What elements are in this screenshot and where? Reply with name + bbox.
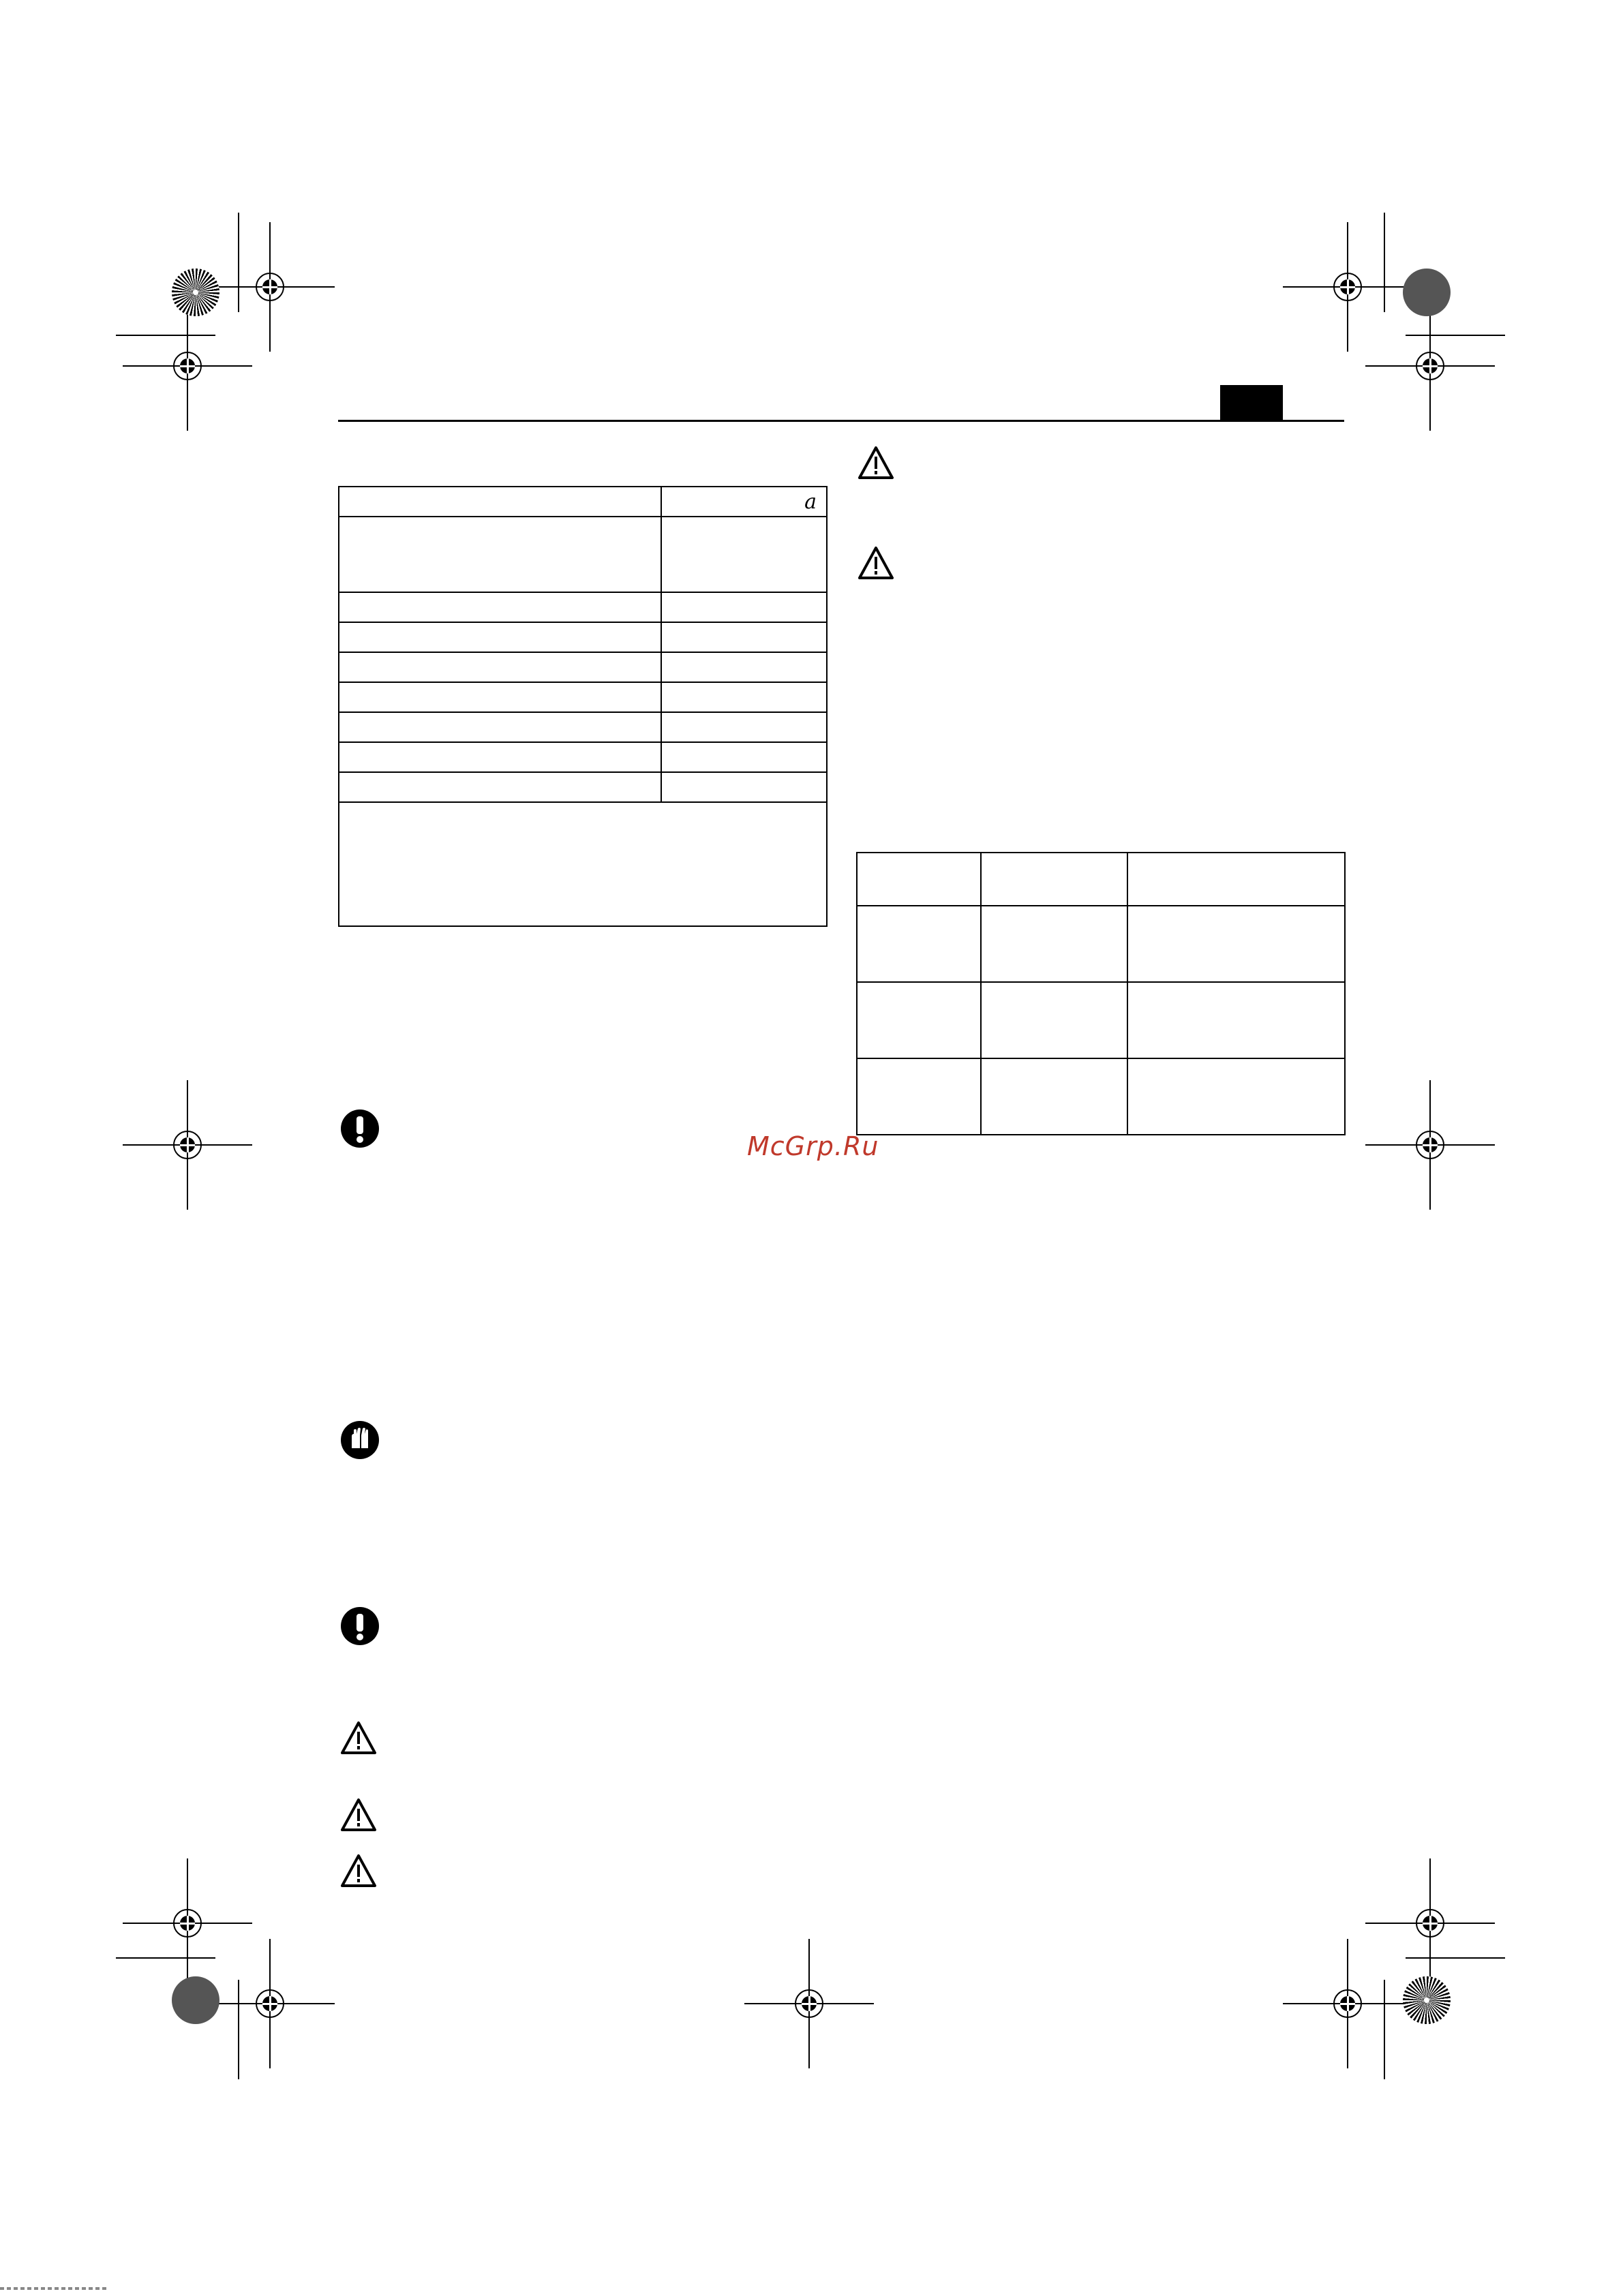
spec-value	[661, 622, 827, 652]
right-table	[856, 852, 1346, 1135]
trim-mark	[1406, 335, 1505, 336]
spec-label	[339, 682, 661, 712]
trim-mark	[238, 1980, 239, 2079]
trim-mark	[1384, 1980, 1385, 2079]
warning-triangle-icon	[340, 1721, 377, 1755]
spec-value	[661, 592, 827, 622]
right-table-cell	[981, 1058, 1127, 1135]
header-rule	[338, 420, 1344, 422]
spec-label	[339, 712, 661, 742]
spec-label	[339, 742, 661, 772]
right-table-cell	[1127, 1058, 1345, 1135]
exclamation-circle-icon	[340, 1109, 380, 1148]
starburst-target	[172, 269, 219, 316]
spec-value	[661, 517, 827, 592]
spec-value	[661, 772, 827, 802]
trim-mark	[116, 335, 215, 336]
right-table-cell	[981, 982, 1127, 1058]
right-table-header-cell	[981, 853, 1127, 906]
trim-mark	[238, 213, 239, 312]
right-table-cell	[857, 1058, 981, 1135]
right-table-cell	[1127, 906, 1345, 982]
spec-table-header-mark: a	[661, 487, 827, 517]
warning-triangle-icon	[858, 446, 894, 480]
gray-target	[1403, 269, 1451, 316]
footer-print-strip	[0, 2287, 109, 2290]
warning-triangle-icon	[340, 1798, 377, 1832]
trim-mark	[1384, 213, 1385, 312]
language-tab	[1220, 385, 1283, 420]
starburst-target	[1403, 1976, 1451, 2024]
warning-triangle-icon	[340, 1854, 377, 1888]
spec-value	[661, 712, 827, 742]
spec-value	[661, 682, 827, 712]
warning-triangle-icon	[858, 546, 894, 580]
right-table-cell	[981, 906, 1127, 982]
trim-mark	[1406, 1957, 1505, 1959]
spec-value	[661, 652, 827, 682]
right-table-header-cell	[1127, 853, 1345, 906]
exclamation-circle-icon	[340, 1606, 380, 1646]
watermark-link[interactable]: McGrp.Ru	[747, 1131, 879, 1161]
right-table-cell	[1127, 982, 1345, 1058]
spec-table-header-cell	[339, 487, 661, 517]
spec-table-footnote	[339, 802, 827, 926]
spec-label	[339, 652, 661, 682]
right-table-cell	[857, 982, 981, 1058]
right-table-cell	[857, 906, 981, 982]
protective-gloves-icon	[340, 1420, 380, 1460]
spec-label	[339, 622, 661, 652]
right-table-header-cell	[857, 853, 981, 906]
spec-label	[339, 592, 661, 622]
spec-label	[339, 772, 661, 802]
spec-value	[661, 742, 827, 772]
spec-table	[338, 486, 828, 927]
gray-target	[172, 1976, 219, 2024]
trim-mark	[116, 1957, 215, 1959]
spec-label	[339, 517, 661, 592]
